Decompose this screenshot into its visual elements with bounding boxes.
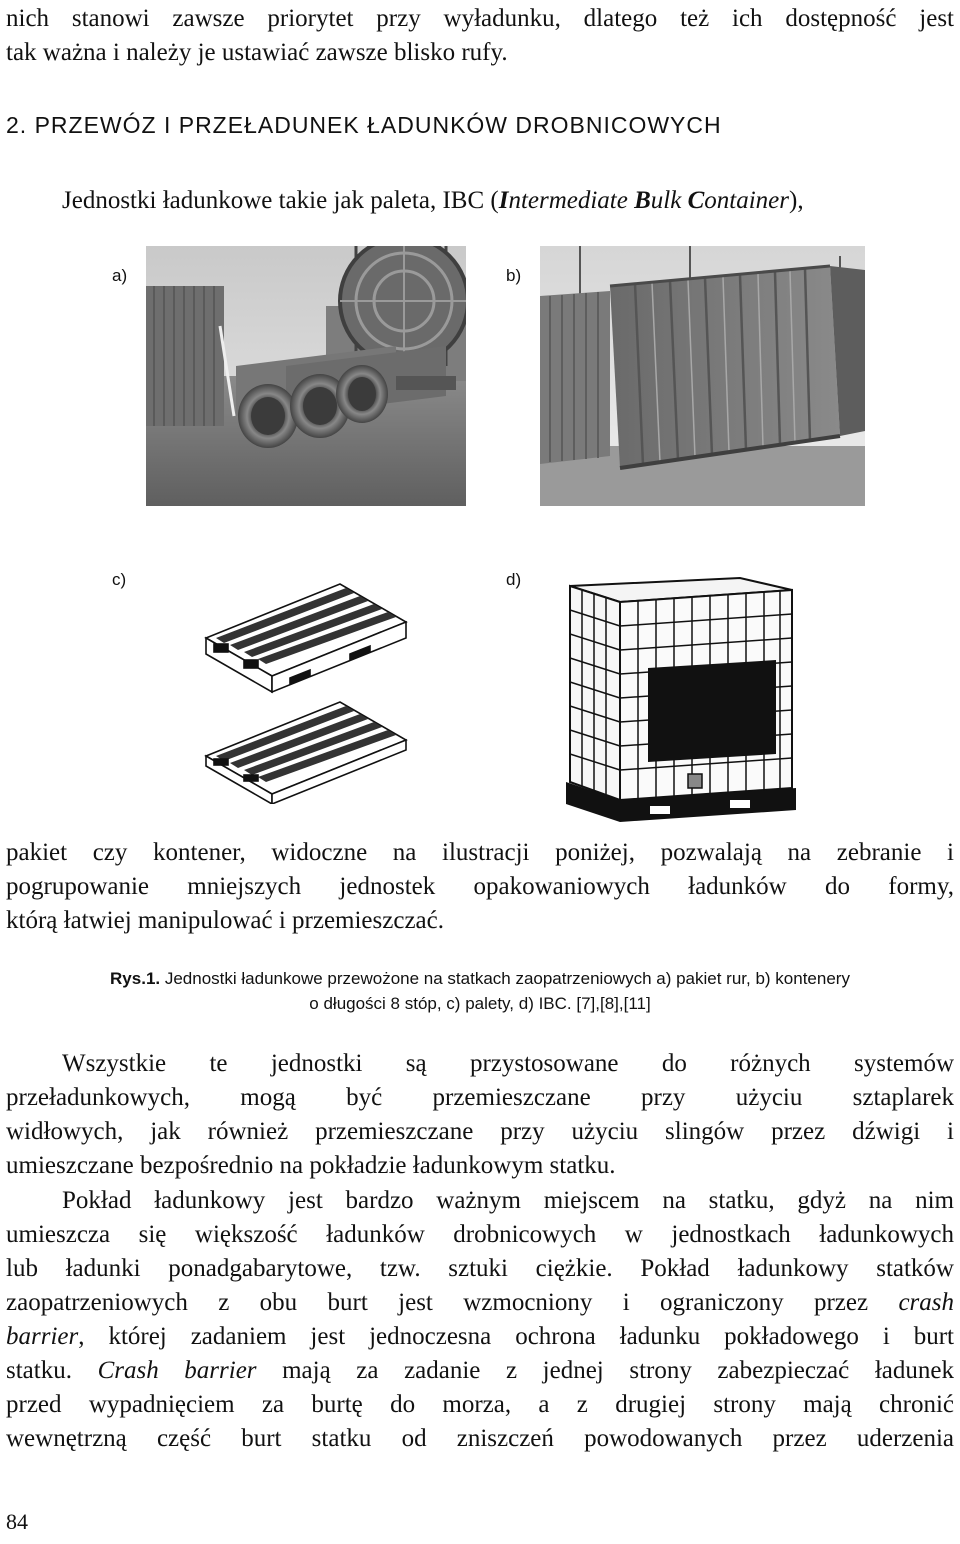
text-span: statku. [6,1357,98,1384]
caption-text: Jednostki ładunkowe przewożone na statkach zaopatrzeniowych a) pakiet rur, b) kontenery [160,969,850,988]
intro-ital: ontainer [704,187,789,214]
figure-caption [0,966,960,991]
body-text-line: pogrupowanie mniejszych jednostek opakowaniowych ładunków do formy, [6,873,954,900]
text-span: , której zadaniem jest jednoczesna ochrona ładunku pokładowego i burt [78,1323,954,1350]
body-text-line: przed wypadnięciem za burtę do morza, a z drugiej strony mają chronić [6,1391,954,1418]
body-text-line: tak ważna i należy je ustawiać zawsze blisko rufy. [6,39,508,66]
body-text-line [6,1320,954,1354]
intro-ital: B [634,187,651,214]
figure-label-a: a) [112,266,128,285]
body-text-line: widłowych, jak również przemieszczane przy użyciu slingów przez dźwigi i [6,1118,954,1145]
text-span: zaopatrzeniowych z obu burt jest wzmocniony i ograniczony przez [6,1289,899,1316]
intro-ital: ulk [650,187,688,214]
intro-ital: ntermediate [508,187,635,214]
page-number: 84 [6,1509,28,1534]
section-heading: 2. PRZEWÓZ I PRZEŁADUNEK ŁADUNKÓW DROBNICOWYCH [6,112,722,138]
body-text-line: Wszystkie te jednostki są przystosowane do różnych systemów [62,1050,954,1077]
figure-label-d: d) [506,570,522,589]
figure-caption-line2: o długości 8 stóp, c) palety, d) IBC. [7],[8],[11] [309,994,651,1013]
pipe-bundle-photo [146,246,466,506]
body-text-line: pakiet czy kontener, widoczne na ilustracji poniżej, pozwalają na zebranie i [6,839,954,866]
italic-term: crash [898,1289,954,1316]
caption-label: Rys.1. [110,969,161,988]
body-text-line [6,1286,954,1320]
figure-label-c: c) [112,570,127,589]
body-text-line: umieszczane bezpośrednio na pokładzie ładunkowym statku. [6,1152,616,1179]
intro-sentence [62,184,954,218]
figure-label-b: b) [506,266,522,285]
body-text-line: którą łatwiej manipulować i przemieszczać. [6,907,444,934]
text-span: mają za zadanie z jednej strony zabezpieczać ładunek [256,1357,954,1384]
pallets-drawing [200,578,412,804]
body-text-line: Pokład ładunkowy jest bardzo ważnym miejscem na statku, gdyż na nim [62,1187,954,1214]
intro-ital: C [687,187,705,214]
body-text-line: wewnętrzną część burt statku od zniszczeń powodowanych przez uderzenia [6,1425,954,1452]
italic-term: Crash barrier [97,1357,257,1384]
intro-suffix: ), [789,187,804,214]
body-text-line: umieszcza się większość ładunków drobnicowych w jednostkach ładunkowych [6,1221,954,1248]
intro-prefix: Jednostki ładunkowe takie jak paleta, IBC ( [62,187,499,214]
intro-ital: I [498,187,509,214]
body-text-line [6,1354,954,1388]
containers-photo [540,246,865,506]
body-text-line: nich stanowi zawsze priorytet przy wyładunku, dlatego też ich dostępność jest [6,5,954,32]
italic-term: barrier [6,1323,79,1350]
body-text-line: lub ładunki ponadgabarytowe, tzw. sztuki ciężkie. Pokład ładunkowy statków [6,1255,954,1282]
ibc-tank-drawing [560,576,800,830]
body-text-line: przeładunkowych, mogą być przemieszczane przy użyciu sztaplarek [6,1084,954,1111]
